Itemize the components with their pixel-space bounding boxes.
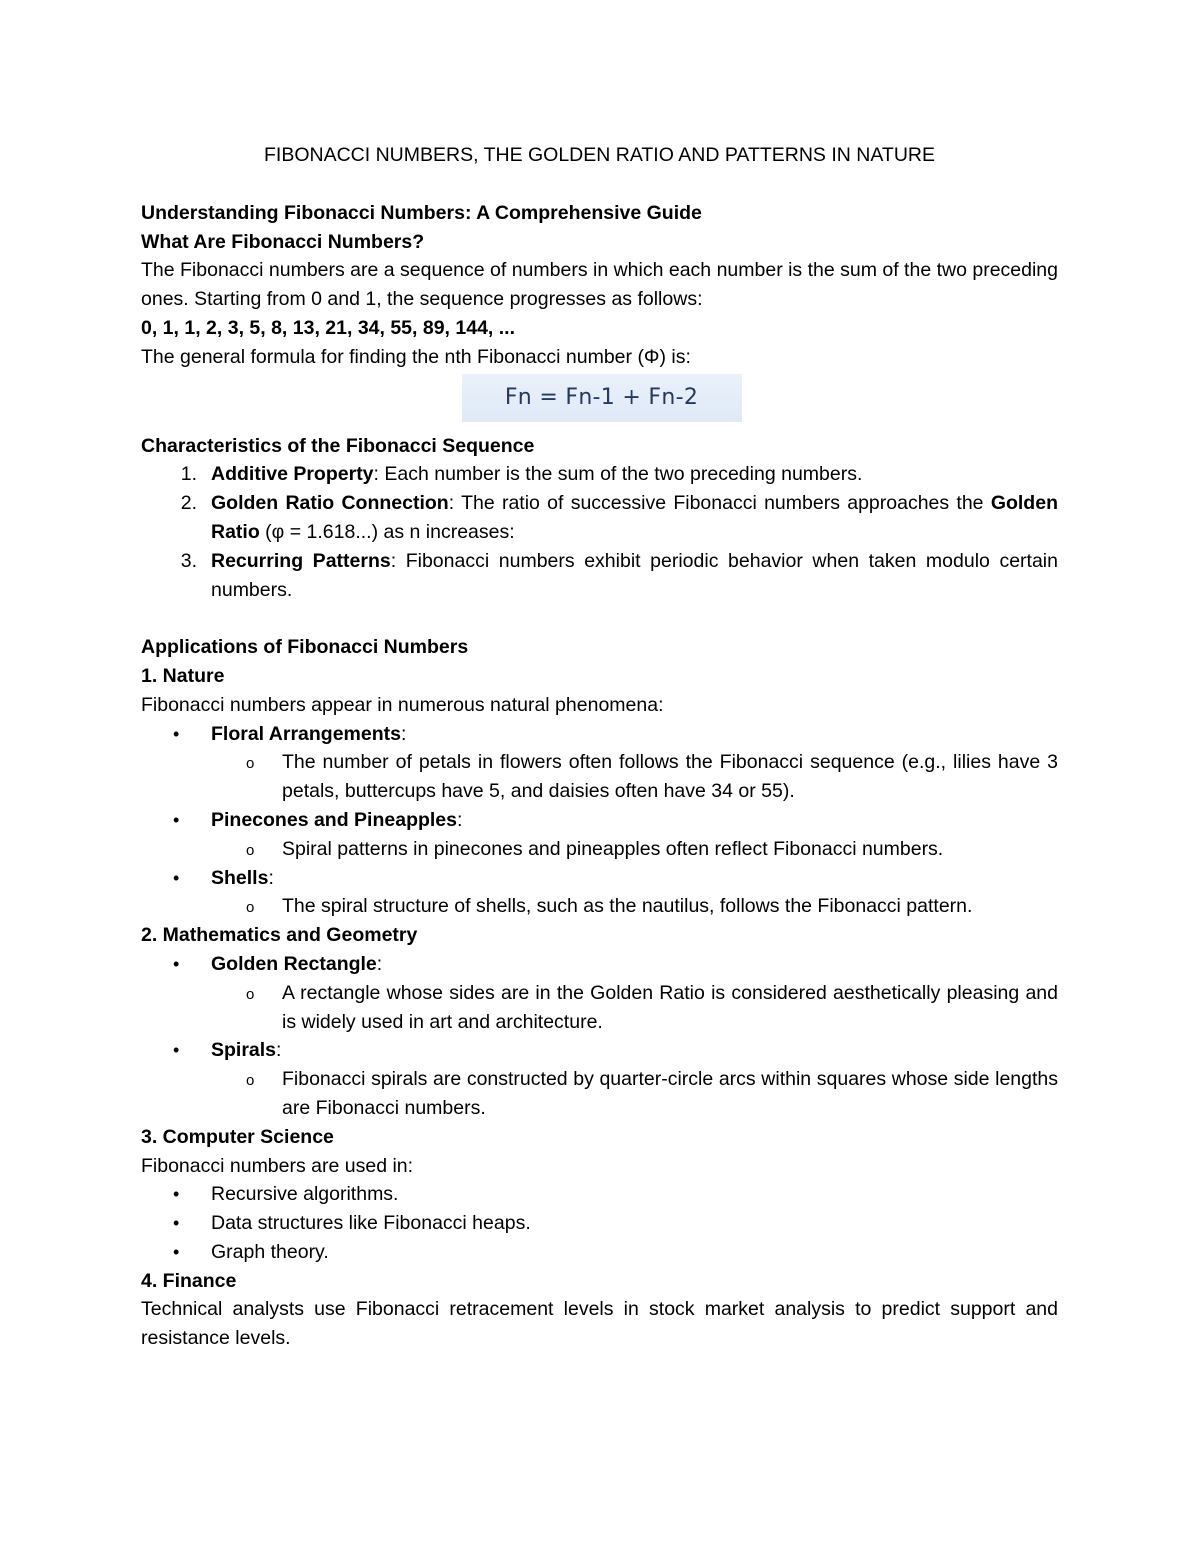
sub-item-text: Spiral patterns in pinecones and pineapples often reflect Fibonacci numbers. <box>282 837 944 860</box>
item-term: Shells <box>211 866 269 889</box>
item-term-2: Golden Ratio <box>211 492 1058 543</box>
intro-paragraph: The Fibonacci numbers are a sequence of numbers in which each number is the sum of the two preceding ones. Starting from 0 and 1, the sequence progresses as follows: <box>141 259 1058 311</box>
sub-item-text: A rectangle whose sides are in the Golden Ratio is considered aesthetically pleasing and is widely used in art and architecture. <box>282 981 1058 1033</box>
item-term: Golden Ratio Connection <box>211 492 449 515</box>
list-item <box>141 1209 1058 1238</box>
nature-heading: 1. Nature <box>141 664 225 687</box>
cs-intro: Fibonacci numbers are used in: <box>141 1154 414 1177</box>
finance-text: Technical analysts use Fibonacci retracement levels in stock market analysis to predict support and resistance levels. <box>141 1298 1058 1350</box>
list-item: • Golden Rectangle: <box>141 950 1058 979</box>
item-text: Data structures like Fibonacci heaps. <box>211 1212 531 1235</box>
item-term: Floral Arrangements <box>211 722 401 745</box>
item-term: Spirals <box>211 1039 277 1062</box>
sub-bullet-glyph: o <box>246 755 255 773</box>
list-item: • Floral Arrangements: <box>141 720 1058 749</box>
bullet-glyph: • <box>173 1213 180 1234</box>
sequence-line: 0, 1, 1, 2, 3, 5, 8, 13, 21, 34, 55, 89, 144, ... <box>141 316 516 339</box>
characteristic-item-3 <box>141 547 1058 605</box>
sub-bullet-glyph: o <box>246 985 255 1003</box>
item-term: Pinecones and Pineapples <box>211 808 457 831</box>
formula-image: Fn = Fn-1 + Fn-2 <box>462 374 742 422</box>
nature-intro: Fibonacci numbers appear in numerous natural phenomena: <box>141 693 664 716</box>
item-text: Graph theory. <box>211 1240 329 1263</box>
list-number: 2. <box>180 492 197 515</box>
item-text: Recursive algorithms. <box>211 1183 399 1206</box>
sub-list-item <box>141 892 1058 921</box>
list-item: • Shells: <box>141 864 1058 893</box>
item-text: : Fibonacci numbers exhibit periodic behavior when taken modulo certain numbers. <box>211 549 1058 601</box>
bullet-glyph: • <box>173 953 180 974</box>
item-term: Golden Rectangle <box>211 952 377 975</box>
list-item <box>141 1238 1058 1267</box>
sub-item-text: The spiral structure of shells, such as the nautilus, follows the Fibonacci pattern. <box>282 895 973 918</box>
characteristic-item-2 <box>141 489 1058 547</box>
list-number: 1. <box>180 463 197 486</box>
list-item <box>141 1180 1058 1209</box>
bullet-glyph: • <box>173 1040 180 1061</box>
formula-image-wrap <box>141 372 1058 432</box>
sub-list-item <box>141 835 1058 864</box>
bullet-glyph: • <box>173 809 180 830</box>
bullet-glyph: • <box>173 1241 180 1262</box>
sub-list-item <box>141 748 1058 806</box>
applications-heading: Applications of Fibonacci Numbers <box>141 636 469 659</box>
finance-heading: 4. Finance <box>141 1269 237 1292</box>
sub-bullet-glyph: o <box>246 899 255 917</box>
bullet-glyph: • <box>173 1184 180 1205</box>
item-text-2: (φ = 1.618...) as n increases: <box>259 520 515 543</box>
sub-item-text: The number of petals in flowers often follows the Fibonacci sequence (e.g., lilies have 3 petals, buttercups have 5, and daisies often have 34 or 55). <box>282 751 1058 803</box>
bullet-glyph: • <box>173 867 180 888</box>
list-item: • Pinecones and Pineapples: <box>141 806 1058 835</box>
item-text: : The ratio of successive Fibonacci numbers approaches the <box>448 492 991 515</box>
characteristics-heading: Characteristics of the Fibonacci Sequence <box>141 434 535 457</box>
sub-list-item <box>141 1065 1058 1123</box>
item-term: Additive Property <box>211 463 374 486</box>
math-heading: 2. Mathematics and Geometry <box>141 924 418 947</box>
sub-bullet-glyph: o <box>246 1072 255 1090</box>
list-number: 3. <box>180 549 197 572</box>
characteristic-item-1 <box>141 460 1058 489</box>
sub-item-text: Fibonacci spirals are constructed by quarter-circle arcs within squares whose side lengths are Fibonacci numbers. <box>282 1068 1058 1119</box>
formula-intro: The general formula for finding the nth Fibonacci number (Φ) is: <box>141 345 691 368</box>
document-body <box>141 141 1058 1353</box>
item-term: Recurring Patterns <box>211 549 391 572</box>
item-text: : Each number is the sum of the two preceding numbers. <box>373 463 863 486</box>
guide-heading: Understanding Fibonacci Numbers: A Comprehensive Guide <box>141 201 702 224</box>
cs-heading: 3. Computer Science <box>141 1125 334 1148</box>
bullet-glyph: • <box>173 723 180 744</box>
list-item: • Spirals: <box>141 1036 1058 1065</box>
sub-bullet-glyph: o <box>246 841 255 859</box>
what-are-heading: What Are Fibonacci Numbers? <box>141 230 425 253</box>
document-title: FIBONACCI NUMBERS, THE GOLDEN RATIO AND PATTERNS IN NATURE <box>263 144 936 166</box>
sub-list-item <box>141 979 1058 1037</box>
